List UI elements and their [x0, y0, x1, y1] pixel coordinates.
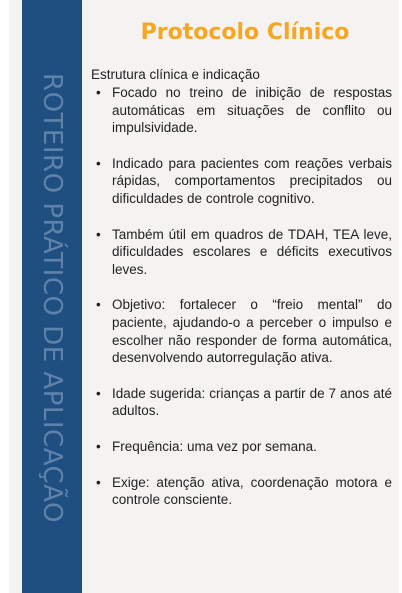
- bullet-icon: •: [96, 385, 101, 401]
- list-item-text: Exige: atenção ativa, coordenação motora e controle consciente.: [112, 474, 392, 508]
- bullet-icon: •: [96, 297, 101, 313]
- list-item-text: Indicado para pacientes com reações verbais rápidas, comportamentos precipitados ou dificuldades de controle cognitivo.: [112, 155, 392, 206]
- bullet-icon: •: [96, 85, 101, 100]
- bullet-icon: •: [96, 226, 101, 242]
- list-item: [94, 474, 392, 509]
- bullet-icon: •: [96, 474, 101, 490]
- list-item: [94, 438, 392, 456]
- list-item-text: Focado no treino de inibição de respostas automáticas em situações de conflito ou impulsividade.: [112, 85, 392, 136]
- bullet-icon: •: [96, 438, 101, 454]
- page-title: Protocolo Clínico: [140, 20, 350, 45]
- list-item: [94, 385, 392, 420]
- list-item: [94, 84, 392, 137]
- list-item-text: Frequência: uma vez por semana.: [112, 438, 317, 454]
- bullet-icon: •: [96, 155, 101, 171]
- list-item-text: Também útil em quadros de TDAH, TEA leve, dificuldades escolares e déficits executivos leves.: [112, 226, 392, 277]
- list-item: [94, 226, 392, 279]
- list-item: [94, 296, 392, 366]
- list-item: [94, 155, 392, 208]
- list-item-text: Objetivo: fortalecer o “freio mental” do paciente, ajudando-o a perceber o impulso e escolher não responder de forma automática, desenvolvendo autorregulação ativa.: [112, 297, 392, 366]
- section-subtitle: Estrutura clínica e indicação: [91, 67, 260, 82]
- bullet-list: [94, 84, 392, 527]
- list-item-text: Idade sugerida: crianças a partir de 7 anos até adultos.: [112, 385, 392, 419]
- side-title: ROTEIRO PRÁTICO DE APLICAÇÃO: [37, 73, 67, 523]
